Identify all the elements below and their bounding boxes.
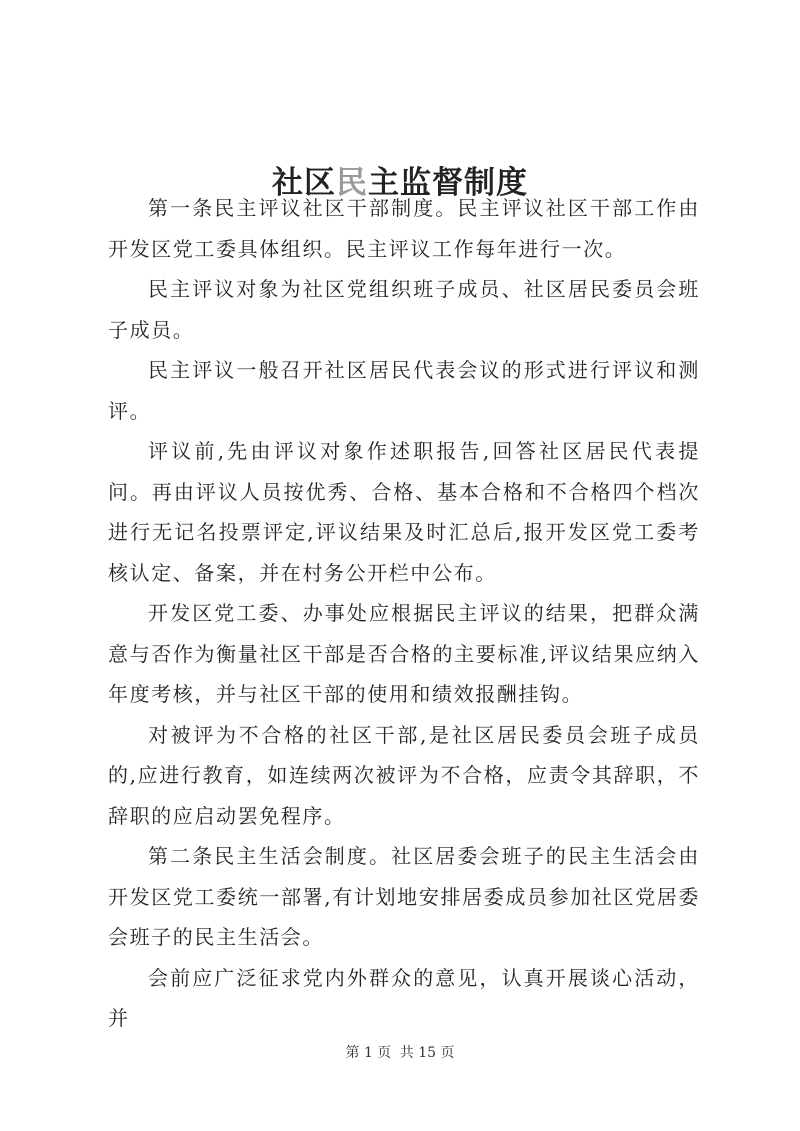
title-part-3: 主监督制度: [368, 164, 528, 201]
paragraph: 评议前,先由评议对象作述职报告,回答社区居民代表提问。再由评议人员按优秀、合格、基本合格和不合格四个档次进行无记名投票评定,评议结果及时汇总后,报开发区党工委考核认定、备案，并在村务公开栏中公布。: [108, 439, 700, 585]
paragraph: 民主评议对象为社区党组织班子成员、社区居民委员会班子成员。: [108, 277, 700, 342]
title-part-1: 社区: [272, 164, 336, 201]
paragraph: 民主评议一般召开社区居民代表会议的形式进行评议和测评。: [108, 358, 700, 423]
paragraph: 第二条民主生活会制度。社区居委会班子的民主生活会由开发区党工委统一部署,有计划地安排居委成员参加社区党居委会班子的民主生活会。: [108, 844, 700, 949]
page-number: 第 1 页: [345, 1045, 392, 1061]
paragraph: 第一条民主评议社区干部制度。民主评议社区干部工作由开发区党工委具体组织。民主评议工作每年进行一次。: [108, 196, 700, 261]
paragraph: 对被评为不合格的社区干部,是社区居民委员会班子成员的,应进行教育，如连续两次被评为不合格，应责令其辞职，不辞职的应启动罢免程序。: [108, 722, 700, 828]
paragraph: 会前应广泛征求党内外群众的意见，认真开展谈心活动，并: [108, 965, 700, 1030]
title-part-2: 民: [336, 164, 368, 201]
document-body: [108, 188, 700, 1039]
page-total: 共 15 页: [399, 1045, 455, 1061]
paragraph: 开发区党工委、办事处应根据民主评议的结果，把群众满意与否作为衡量社区干部是否合格的主要标准,评议结果应纳入年度考核，并与社区干部的使用和绩效报酬挂钩。: [108, 601, 700, 706]
page-footer: [0, 1043, 800, 1063]
